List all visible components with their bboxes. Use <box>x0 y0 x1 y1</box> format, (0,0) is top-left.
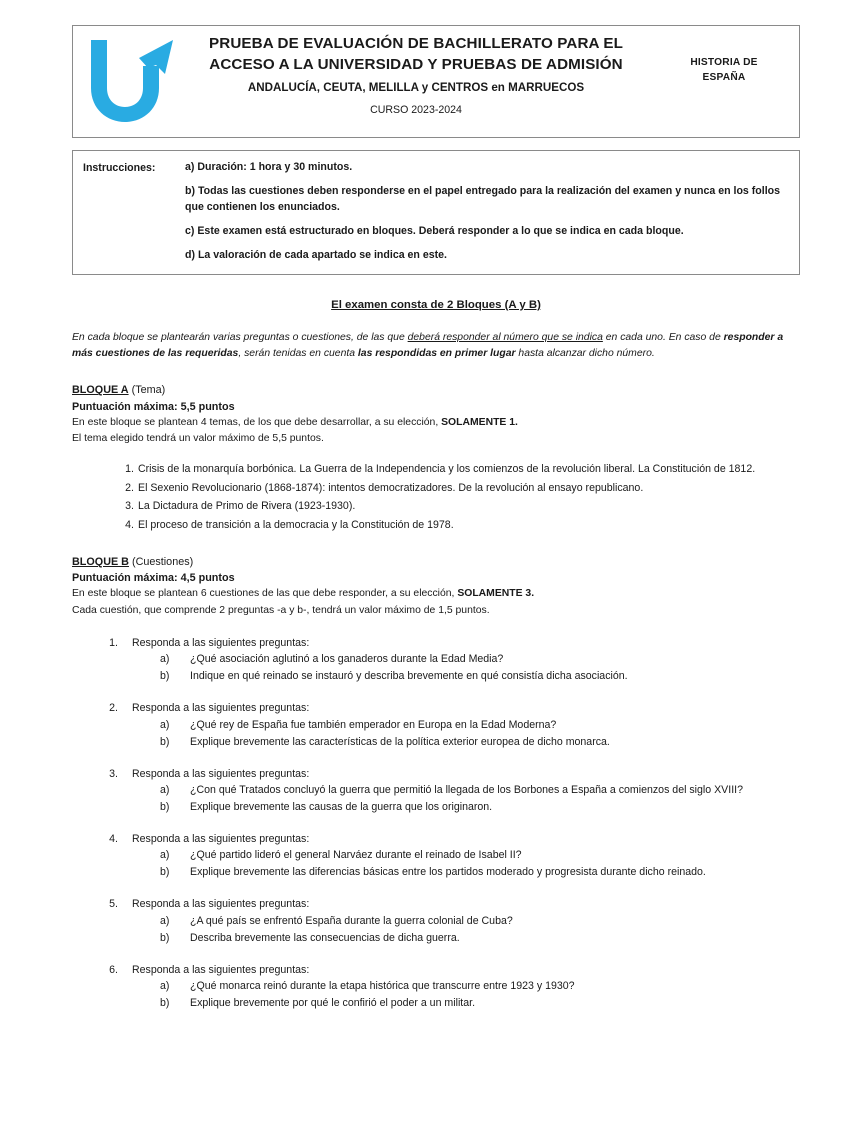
subpart-label: a) <box>160 849 170 862</box>
instructions-box <box>72 150 800 275</box>
block-b-question-list <box>72 635 800 1012</box>
question-subpart <box>160 717 800 734</box>
subpart-text: Describa brevemente las consecuencias de dicha guerra. <box>190 931 460 944</box>
subpart-label: a) <box>160 653 170 666</box>
block-b-instruction-line-1 <box>72 586 800 602</box>
subpart-label: b) <box>160 866 170 879</box>
subpart-label: b) <box>160 670 170 683</box>
intro-seg-3: en cada uno. En caso de <box>602 331 724 343</box>
question-stem: Responda a las siguientes preguntas: <box>132 963 310 976</box>
question-item <box>102 962 800 1012</box>
exam-course-year: CURSO 2023-2024 <box>370 104 462 116</box>
subpart-text: Explique brevemente las características de la política exterior europea de dicho monarca. <box>190 735 610 748</box>
exam-subject-line-1: HISTORIA DE <box>690 57 758 68</box>
subpart-label: b) <box>160 997 170 1010</box>
question-subparts <box>132 913 800 947</box>
question-subpart <box>160 668 800 685</box>
subpart-label: a) <box>160 980 170 993</box>
instructions-label: Instrucciones: <box>83 162 156 174</box>
question-subpart <box>160 913 800 930</box>
topic-item: El proceso de transición a la democracia y la Constitución de 1978. <box>138 518 454 531</box>
topic-item: Crisis de la monarquía borbónica. La Guerra de la Independencia y los comienzos de la revolución liberal. La Constitución de 1812. <box>138 463 756 476</box>
question-stem: Responda a las siguientes preguntas: <box>132 898 310 911</box>
instruction-item-d: d) La valoración de cada apartado se indica en este. <box>185 249 447 262</box>
subpart-label: a) <box>160 718 170 731</box>
question-subpart <box>160 864 800 881</box>
question-subpart <box>160 978 800 995</box>
block-b-section <box>72 554 800 1012</box>
intro-seg-4-bold: responder a más cuestiones de las requeridas <box>72 331 784 359</box>
exam-structure-heading <box>72 299 800 311</box>
instruction-item-c: c) Este examen está estructurado en bloques. Deberá responder a lo que se indica en cada bloque. <box>185 225 684 238</box>
subpart-label: b) <box>160 931 170 944</box>
subpart-text: ¿A qué país se enfrentó España durante la guerra colonial de Cuba? <box>190 914 513 927</box>
subpart-text: ¿Qué rey de España fue también emperador en Europa en la Edad Moderna? <box>190 718 557 731</box>
question-subparts <box>132 717 800 751</box>
subpart-label: a) <box>160 784 170 797</box>
block-b-name: BLOQUE B <box>72 556 129 569</box>
instruction-item-b: b) Todas las cuestiones deben responderse en el papel entregado para la realización del examen y nunca en los follos que contienen los enunciados. <box>185 185 781 213</box>
topic-item: El Sexenio Revolucionario (1868-1874): intentos democratizadores. De la revolución al ensayo republicano. <box>138 481 644 494</box>
exam-subject-line-2: ESPAÑA <box>702 72 746 84</box>
document-body <box>72 25 800 1027</box>
logo-cell <box>73 26 183 137</box>
exam-regions-line: ANDALUCÍA, CEUTA, MELILLA y CENTROS en MARRUECOS <box>247 80 585 94</box>
question-stem: Responda a las siguientes preguntas: <box>132 832 310 845</box>
subpart-label: b) <box>160 800 170 813</box>
exam-structure-heading-text: El examen consta de 2 Bloques (A y B) <box>331 298 541 311</box>
block-a-instruction-line-2: El tema elegido tendrá un valor máximo de 5,5 puntos. <box>72 432 324 444</box>
exam-header-box <box>72 25 800 138</box>
question-subpart <box>160 799 800 816</box>
question-subpart <box>160 651 800 668</box>
question-item <box>102 896 800 946</box>
question-subparts <box>132 847 800 881</box>
subpart-label: b) <box>160 735 170 748</box>
question-subpart <box>160 847 800 864</box>
question-item <box>102 635 800 685</box>
block-a-name: BLOQUE A <box>72 384 129 397</box>
exam-title-cell <box>183 26 649 137</box>
block-b-subtitle: (Cuestiones) <box>128 556 194 569</box>
subpart-text: Explique brevemente las diferencias básicas entre los partidos moderado y progresista durante dicho reinado. <box>190 866 706 879</box>
block-a-section <box>72 382 800 533</box>
question-item <box>102 766 800 816</box>
subpart-label: a) <box>160 914 170 927</box>
block-a-score: Puntuación máxima: 5,5 puntos <box>72 400 235 413</box>
intro-seg-5: , serán tenidas en cuenta <box>238 347 358 359</box>
question-subpart <box>160 995 800 1012</box>
question-item <box>102 700 800 750</box>
block-b-score: Puntuación máxima: 4,5 puntos <box>72 572 235 585</box>
block-a-topic-list <box>72 461 800 533</box>
subpart-text: ¿Qué asociación aglutinó a los ganaderos durante la Edad Media? <box>190 653 504 666</box>
block-a-instruction-line-1 <box>72 415 800 431</box>
question-subpart <box>160 782 800 799</box>
block-b-line1-pre: En este bloque se plantean 6 cuestiones de las que debe responder, a su elección, <box>72 588 458 600</box>
subpart-text: Explique brevemente por qué le confirió el poder a un militar. <box>190 997 476 1010</box>
question-subparts <box>132 978 800 1012</box>
question-subparts <box>132 651 800 685</box>
block-a-subtitle: (Tema) <box>128 384 166 397</box>
question-subpart <box>160 734 800 751</box>
question-stem: Responda a las siguientes preguntas: <box>132 702 310 715</box>
block-a-line1-pre: En este bloque se plantean 4 temas, de los que debe desarrollar, a su elección, <box>72 416 442 428</box>
block-a-title <box>72 382 800 398</box>
block-b-instruction-line-2: Cada cuestión, que comprende 2 preguntas -a y b-, tendrá un valor máximo de 1,5 puntos. <box>72 604 490 616</box>
subpart-text: ¿Con qué Tratados concluyó la guerra que permitió la llegada de los Borbones a España a comienzos del siglo XVIII? <box>190 784 743 797</box>
subpart-text: Indique en qué reinado se instauró y describa brevemente en qué consistía dicha asociación. <box>190 670 628 683</box>
question-subparts <box>132 782 800 816</box>
block-a-line1-strong: SOLAMENTE 1. <box>441 416 518 428</box>
intro-seg-7: hasta alcanzar dicho número. <box>515 347 655 359</box>
intro-seg-1: En cada bloque se plantearán varias preguntas o cuestiones, de las que <box>72 331 408 343</box>
topic-item: La Dictadura de Primo de Rivera (1923-1930). <box>138 500 356 513</box>
question-item <box>102 831 800 881</box>
university-u-arrow-logo <box>83 36 177 128</box>
exam-title-line-2: ACCESO A LA UNIVERSIDAD Y PRUEBAS DE ADMISIÓN <box>209 55 623 73</box>
subpart-text: Explique brevemente las causas de la guerra que los originaron. <box>190 800 493 813</box>
exam-title-line-1: PRUEBA DE EVALUACIÓN DE BACHILLERATO PARA EL <box>209 35 623 52</box>
instructions-list <box>185 160 799 264</box>
question-stem: Responda a las siguientes preguntas: <box>132 636 310 649</box>
block-b-title <box>72 554 800 570</box>
question-subpart <box>160 930 800 947</box>
intro-seg-6-bold: las respondidas en primer lugar <box>357 347 516 359</box>
instruction-item-a: a) Duración: 1 hora y 30 minutos. <box>185 161 353 173</box>
intro-seg-2-underlined: deberá responder al número que se indica <box>407 331 603 343</box>
exam-subject-cell <box>649 26 799 137</box>
block-b-line1-strong: SOLAMENTE 3. <box>457 588 535 600</box>
subpart-text: ¿Qué partido lideró el general Narváez durante el reinado de Isabel II? <box>190 849 522 862</box>
question-stem: Responda a las siguientes preguntas: <box>132 767 310 780</box>
subpart-text: ¿Qué monarca reinó durante la etapa histórica que transcurre entre 1923 y 1930? <box>190 980 575 993</box>
intro-paragraph <box>72 330 800 362</box>
